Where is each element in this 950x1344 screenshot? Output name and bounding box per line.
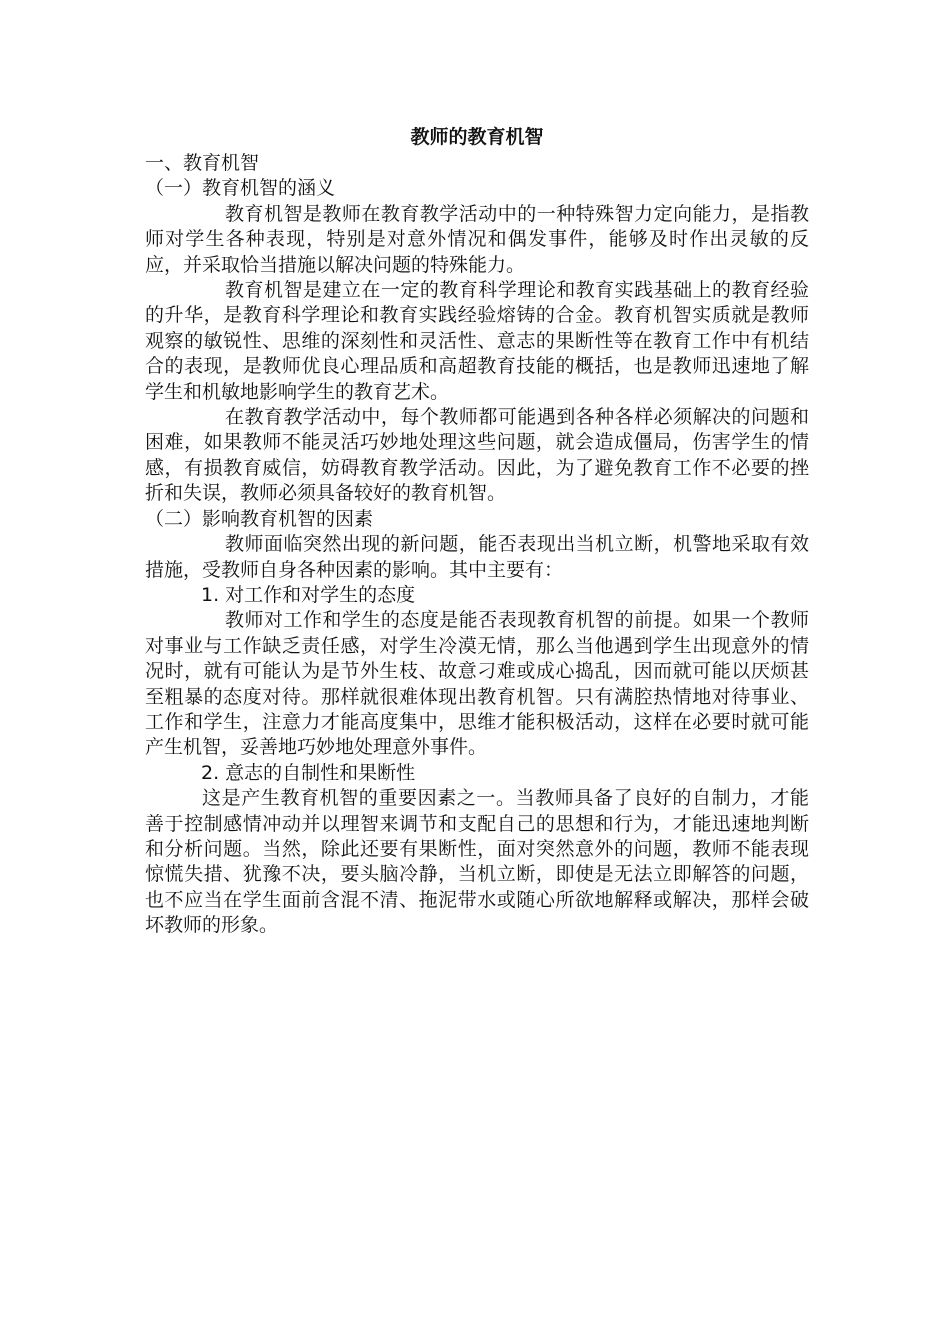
paragraph: 在教育教学活动中，每个教师都可能遇到各种各样必须解决的问题和困难，如果教师不能灵活巧妙地处理这些问题，就会造成僵局，伤害学生的情感，有损教育威信，妨碍教育教学活动。因此，为了避免教育工作不必要的挫折和失误，教师必须具备较好的教育机智。 [145,406,809,505]
document-body [145,124,809,939]
paragraph: 教育机智是建立在一定的教育科学理论和教育实践基础上的教育经验的升华，是教育科学理论和教育实践经验熔铸的合金。教育机智实质就是教师观察的敏锐性、思维的深刻性和灵活性、意志的果断性等在教育工作中有机结合的表现，是教师优良心理品质和高超教育技能的概括，也是教师迅速地了解学生和机敏地影响学生的教育艺术。 [145,279,809,403]
paragraph: 这是产生教育机智的重要因素之一。当教师具备了良好的自制力，才能善于控制感情冲动并以理智来调节和支配自己的思想和行为，才能迅速地判断和分析问题。当然，除此还要有果断性，面对突然意外的问题，教师不能表现惊慌失措、犹豫不决，要头脑冷静，当机立断，即使是无法立即解答的问题，也不应当在学生面前含混不清、拖泥带水或随心所欲地解释或解决，那样会破坏教师的形象。 [145,787,809,937]
factor-heading: 2. 意志的自制性和果断性 [201,761,416,784]
factor-heading: 1. 对工作和对学生的态度 [201,583,416,606]
paragraph: 教师面临突然出现的新问题，能否表现出当机立断，机警地采取有效措施，受教师自身各种因素的影响。其中主要有： [145,533,809,581]
paragraph: 教师对工作和学生的态度是能否表现教育机智的前提。如果一个教师对事业与工作缺乏责任感，对学生冷漠无情，那么当他遇到学生出现意外的情况时，就有可能认为是节外生枝、故意刁难或成心捣乱，因而就可能以厌烦甚至粗暴的态度对待。那样就很难体现出教育机智。只有满腔热情地对待事业、工作和学生，注意力才能高度集中，思维才能积极活动，这样在必要时就可能产生机智，妥善地巧妙地处理意外事件。 [145,609,809,759]
paragraph: 教育机智是教师在教育教学活动中的一种特殊智力定向能力，是指教师对学生各种表现，特别是对意外情况和偶发事件，能够及时作出灵敏的反应，并采取恰当措施以解决问题的特殊能力。 [145,202,809,276]
document-title: 教师的教育机智 [410,126,544,148]
section-heading: 一、教育机智 [145,152,260,174]
subsection-heading: （一）教育机智的涵义 [145,177,336,200]
subsection-heading: （二）影响教育机智的因素 [145,507,374,530]
